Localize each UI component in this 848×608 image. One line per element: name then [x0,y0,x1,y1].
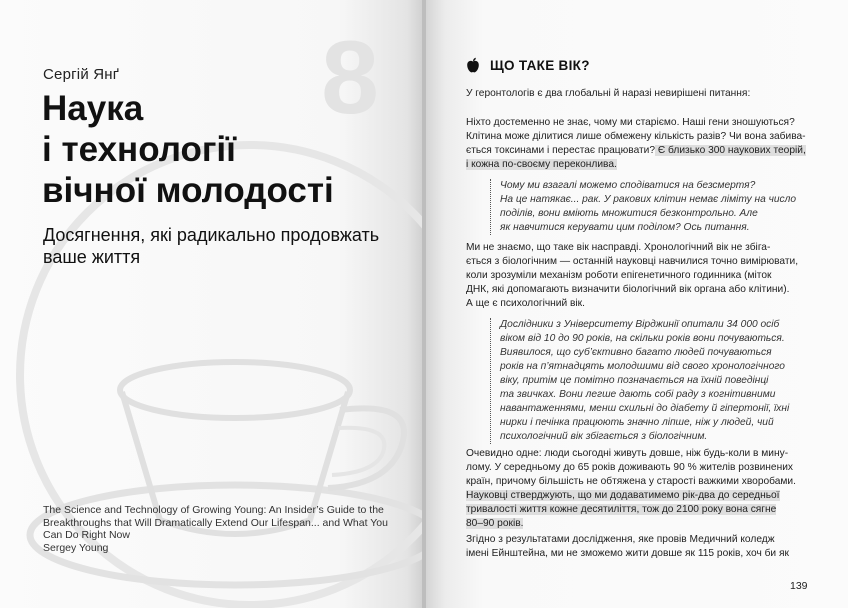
text-line [466,489,810,503]
title-line: і технології [42,130,237,169]
highlighted-text: Науковці стверджують, що ми додаватимемо рік-два до середньої [466,490,780,501]
quote-block-2 [490,318,790,444]
quote-line: віку, притім це помітно позначається на їхній поведінці [500,375,769,386]
highlighted-text: 80–90 років. [466,518,524,529]
quote-line: На це натякає... рак. У ракових клітин немає ліміту на число [500,194,797,205]
quote-block-1 [490,179,797,235]
book-gutter [422,0,426,608]
text-line: імені Ейнштейна, ми не зможемо жити довше як 115 років, хоч би як [466,548,789,559]
original-title-line: Can Do Right Now [43,529,130,541]
paragraph-4 [466,533,810,561]
paragraph-2 [466,241,810,311]
quote-line: нирки і печінка працюють значно ліпше, ніж у людей, чий [500,417,774,428]
text-line [466,517,810,531]
page-number: 139 [790,580,808,592]
subtitle-line: Досягнення, які радикально продовжать [43,225,380,245]
text-line: ДНК, які допомагають визначити біологічний вік органа або клітини). [466,284,790,295]
text-line: Ми не знаємо, що таке вік насправді. Хронологічний вік не збіга- [466,242,771,253]
text-line: країн, причому більшість не обтяжена у старості важкими хворобами. [466,476,796,487]
paragraph-1 [466,116,810,172]
text-line: коли зрозуміли механізм роботи епігенетичного годинника (міток [466,270,772,281]
paragraph-3 [466,447,810,531]
section-heading [466,57,590,73]
quote-line: навантаженнями, менш схильні до діабету й гіпертонії, їхні [500,403,790,414]
quote-line: Дослідники з Університету Вірджинії опитали 34 000 осіб [500,319,780,330]
quote-line: психологічний вік збігається з біологічним. [500,431,708,442]
quote-line: Виявилося, що суб’єктивно багато людей почуваються [500,347,772,358]
text-line: лому. У середньому до 65 років доживають 90 % жителів розвинених [466,462,793,473]
text-line: Клітина може ділитися лише обмежену кількість разів? Чи вона забива- [466,131,806,142]
chapter-number: 8 [321,20,379,136]
quote-line: років на п’ятнадцять молодшими від свого хронологічного [500,361,785,372]
quote-line: Чому ми взагалі можемо сподіватися на безсмертя? [500,180,756,191]
quote-line: як навчитися керувати цим поділом? Ось питання. [500,222,750,233]
highlighted-text: тривалості життя кожне десятиліття, тож до 2100 року вона сягне [466,504,777,515]
original-title-line: The Science and Technology of Growing Young: An Insider’s Guide to the [43,504,384,516]
original-edition-info [43,504,388,554]
text-line: Ніхто достеменно не знає, чому ми старіємо. Наші гени зношуються? [466,117,795,128]
intro-paragraph [466,87,810,101]
quote-line: віком від 10 до 90 років, на скільки років вони почуваються. [500,333,785,344]
text-line [466,144,810,158]
text-span: ється токсинами і перестає працювати? [466,145,656,156]
subtitle-line: ваше життя [43,247,141,267]
original-author: Sergey Young [43,541,109,554]
book-title [42,88,334,211]
highlighted-text: Є близько 300 наукових теорій, [655,145,806,156]
text-line [466,158,810,172]
text-line: Очевидно одне: люди сьогодні живуть довше, ніж будь-коли в мину- [466,448,789,459]
section-heading-text: ЩО ТАКЕ ВІК? [490,57,590,73]
apple-icon [466,57,480,73]
text-line: А ще є психологічний вік. [466,298,585,309]
author-name: Сергій Янґ [43,66,120,83]
text-line: Згідно з результатами дослідження, яке провів Медичний коледж [466,534,775,545]
text-line: ється з біологічним — останній науковці навчилися точно вимірювати, [466,256,799,267]
highlighted-text: і кожна по-своєму переконлива. [466,159,617,170]
text-line [466,503,810,517]
title-line: Наука [42,89,144,128]
original-title-line: Breakthroughs that Will Dramatically Extend Our Lifespan... and What You [43,516,388,529]
book-subtitle [43,224,393,268]
title-line: вічної молодості [42,171,334,210]
quote-line: поділів, вони вміють множитися безконтрольно. Але [500,208,758,219]
quote-line: та звичках. Вони легше дають собі раду з когнітивними [500,389,776,400]
text-line: У геронтологів є два глобальні й наразі невирішені питання: [466,88,751,99]
